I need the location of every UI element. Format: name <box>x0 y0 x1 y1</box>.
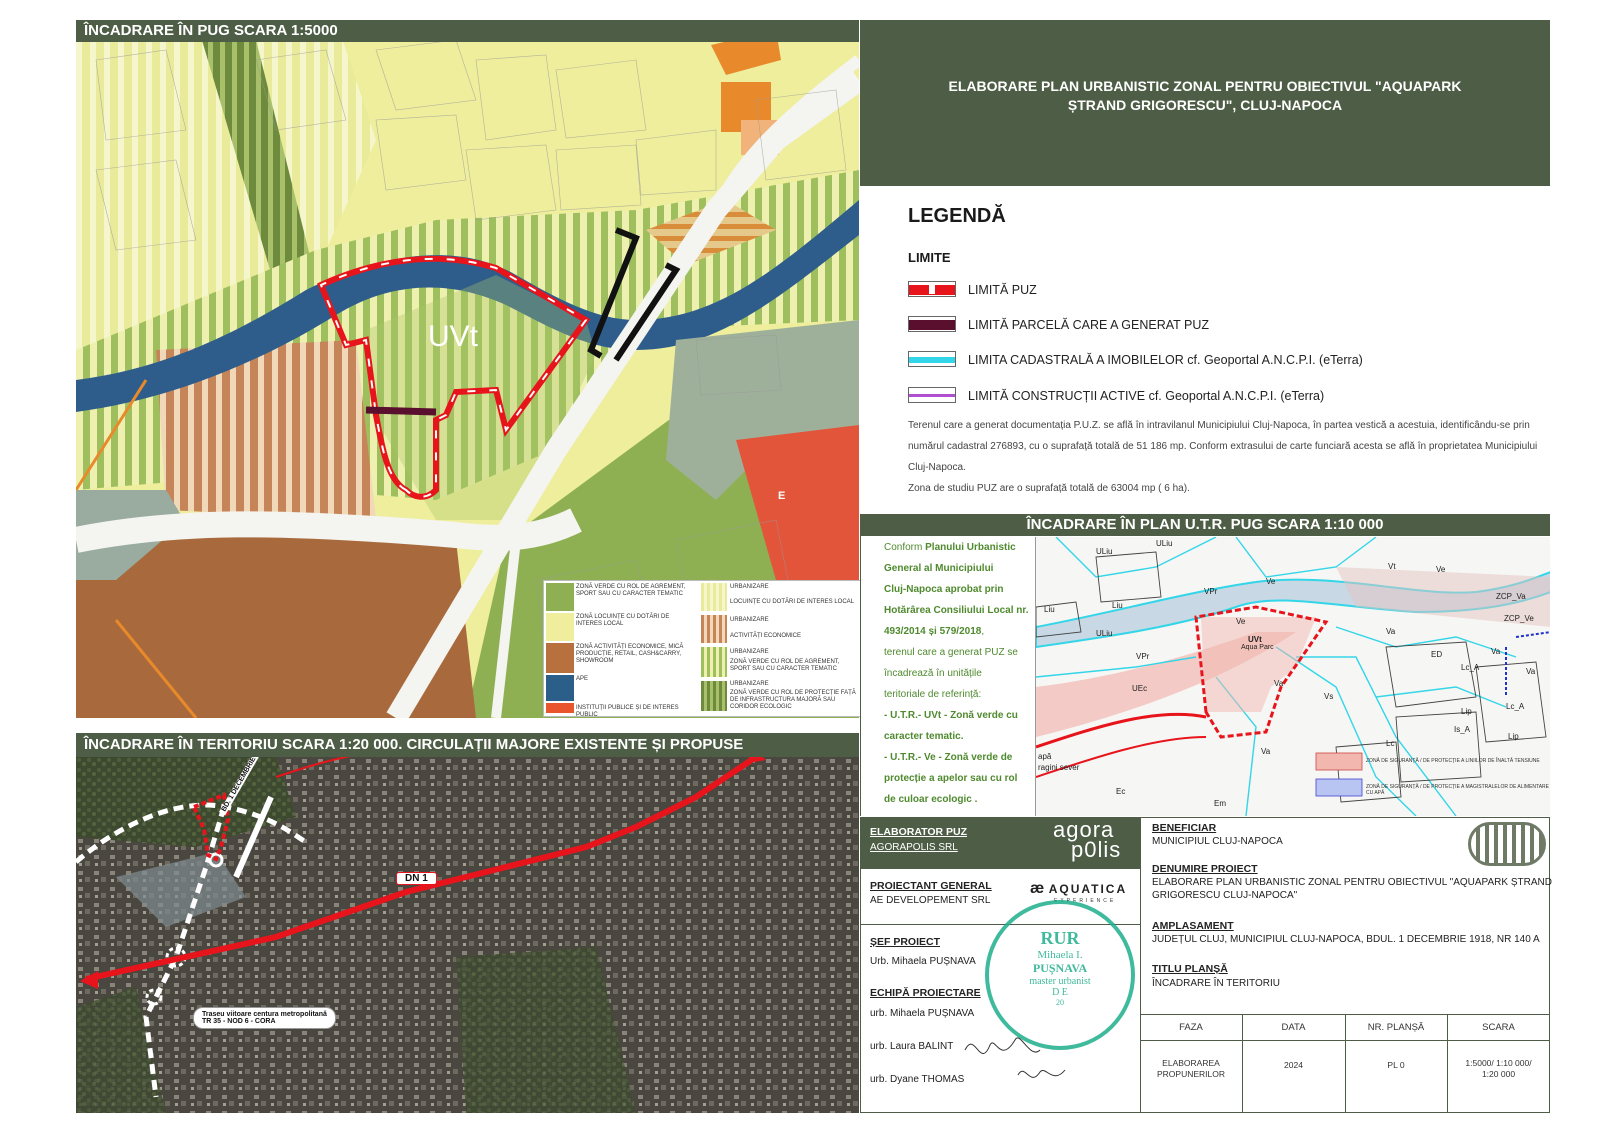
elaborator-value: AGORAPOLIS SRL <box>870 842 958 853</box>
legend-swatch-cadastral <box>908 351 956 367</box>
pug-legend-left-3: ZONĂ ACTIVITĂȚI ECONOMICE, MICĂ PRODUCȚIE, RETAIL, CASH&CARRY, SHOWROOM <box>576 644 684 664</box>
e-zone-label: E <box>778 490 786 502</box>
utr-text-13: de culoar ecologic . <box>884 794 978 805</box>
utr-legend-1: ZONĂ DE SIGURANȚĂ / DE PROTECȚIE A LINIILOR DE ÎNALTĂ TENSIUNE <box>1366 758 1540 764</box>
utr-label-lip-1: Lip <box>1461 707 1472 716</box>
utr-text-4: Hotărârea Consiliului Local nr. <box>884 605 1029 616</box>
stamp-top: RUR <box>1040 928 1080 948</box>
utr-label-zcp-ve: ZCP_Ve <box>1504 614 1534 623</box>
pug-legend-swatch-2 <box>546 613 574 641</box>
utr-text-1a: Conform <box>884 542 926 553</box>
echipa-member-3: urb. Dyane THOMAS <box>870 1074 965 1085</box>
utr-map[interactable] <box>1035 537 1550 816</box>
pug-legend-left-1: ZONĂ VERDE CU ROL DE AGREMENT, SPORT SAU CU CARACTER TEMATIC <box>576 584 686 597</box>
utr-text-3: Cluj-Napoca aprobat prin <box>884 584 1004 595</box>
pug-legend-swatch-r4 <box>701 681 727 711</box>
utr-label-ed: ED <box>1431 650 1443 659</box>
utr-text-1b: Planului Urbanistic <box>925 542 1016 553</box>
pug-legend-swatch-r2 <box>701 615 727 643</box>
title-line-2: ȘTRAND GRIGORESCU", CLUJ-NAPOCA <box>1067 97 1343 113</box>
territory-map[interactable] <box>76 757 859 1113</box>
titlu-value: ÎNCADRARE ÎN TERITORIU <box>1152 978 1280 989</box>
utr-text-10: caracter tematic. <box>884 731 964 742</box>
legend-swatch-puz <box>908 281 956 297</box>
table-header-scara: SCARA <box>1482 1022 1515 1033</box>
utr-water-2: ragini sever <box>1038 763 1080 772</box>
pug-legend-swatch-5 <box>546 703 574 713</box>
echipa-label: ECHIPĂ PROIECTARE <box>870 987 981 999</box>
territory-map-drawing <box>76 757 859 1113</box>
signature-2 <box>1015 1060 1075 1090</box>
pug-legend-right-label-1: URBANIZARE <box>730 584 769 590</box>
utr-water-1: apă <box>1038 752 1052 761</box>
utr-label-uliu-1: ULiu <box>1096 547 1113 556</box>
legend-item-construction: LIMITĂ CONSTRUCȚII ACTIVE cf. Geoportal A.N.C.P.I. (eTerra) <box>968 389 1325 403</box>
aquatica-icon: æ <box>1030 880 1045 897</box>
sef-label: ȘEF PROIECT <box>870 936 941 948</box>
denumire-label: DENUMIRE PROIECT <box>1152 863 1258 875</box>
legend-note-3: Cluj-Napoca. <box>908 462 966 473</box>
legend-item-puz: LIMITĂ PUZ <box>968 283 1037 297</box>
utr-label-aquaparc: Aqua Parc <box>1241 644 1274 651</box>
proiectant-value: AE DEVELOPEMENT SRL <box>870 895 991 906</box>
stamp-line-2: PUȘNAVA <box>1032 961 1088 975</box>
table-header-faza: FAZA <box>1179 1022 1203 1033</box>
utr-text-5b: , <box>981 626 985 637</box>
table-faza-2: PROPUNERILOR <box>1156 1069 1225 1079</box>
utr-label-va-3: Va <box>1491 647 1501 656</box>
utr-text-5: 493/2014 și 579/2018 <box>884 626 982 637</box>
pug-legend-right-3: ZONĂ VERDE CU ROL DE AGREMENT, SPORT SAU CU CARACTER TEMATIC <box>730 659 840 672</box>
utr-label-lip-2: Lip <box>1508 732 1519 741</box>
aquatica-logo <box>1030 880 1127 904</box>
pug-legend-swatch-r3 <box>701 647 727 677</box>
legend-swatch-parcel <box>908 316 956 332</box>
pug-legend-swatch-4 <box>546 675 574 701</box>
pug-legend-left-2: ZONĂ LOCUINȚE CU DOTĂRI DE INTERES LOCAL <box>576 614 670 627</box>
ring-road-label-2: TR 35 - NOD 6 - CORA <box>202 1018 276 1025</box>
utr-text-7: încadrează în unitățile <box>884 668 982 679</box>
utr-label-va-5: Va <box>1526 667 1536 676</box>
utr-label-va-2: Va <box>1386 627 1396 636</box>
ring-road-label <box>193 1007 336 1029</box>
pug-legend-swatch-r1 <box>701 583 727 611</box>
pug-legend-left-5: INSTITUȚII PUBLICE ȘI DE INTERES PUBLIC <box>576 705 679 718</box>
sef-value: Urb. Mihaela PUȘNAVA <box>870 956 976 967</box>
title-line-1: ELABORARE PLAN URBANISTIC ZONAL PENTRU OBIECTIVUL "AQUAPARK <box>948 78 1462 94</box>
utr-label-uvt: UVt <box>1248 635 1262 644</box>
amplasament-value: JUDEȚUL CLUJ, MUNICIPIUL CLUJ-NAPOCA, BDUL. 1 DECEMBRIE 1918, NR 140 A <box>1152 934 1540 945</box>
utr-label-vpr-2: VPr <box>1136 652 1150 661</box>
utr-label-lca-2: Lc_A <box>1506 702 1525 711</box>
utr-header: ÎNCADRARE ÎN PLAN U.T.R. PUG SCARA 1:10 000 <box>860 514 1550 536</box>
table-scara-1: 1:5000/ 1:10 000/ <box>1465 1058 1532 1068</box>
utr-text-9: - U.T.R.- UVt - Zonă verde cu <box>884 710 1018 721</box>
utr-legend-2: ZONĂ DE SIGURANȚĂ / DE PROTECȚIE A MAGISTRALELOR DE ALIMENTARE CU APĂ <box>1366 784 1549 796</box>
legend-subheading: LIMITE <box>908 250 951 265</box>
utr-label-va-1: Va <box>1274 679 1284 688</box>
pug-legend-swatch-1 <box>546 583 574 611</box>
legend-item-cadastral: LIMITA CADASTRALĂ A IMOBILELOR cf. Geoportal A.N.C.P.I. (eTerra) <box>968 353 1363 367</box>
ring-road-label-1: Traseu viitoare centura metropolitană <box>202 1011 327 1018</box>
utr-label-zcp-va: ZCP_Va <box>1496 592 1526 601</box>
dn1-label: DN 1 <box>396 872 437 885</box>
utr-label-uliu-2: ULiu <box>1156 539 1173 548</box>
pug-legend-right-label-2: URBANIZARE <box>730 617 769 623</box>
utr-label-uec: UEc <box>1132 684 1148 693</box>
utr-text-8: teritoriale de referință: <box>884 689 982 700</box>
beneficiar-label: BENEFICIAR <box>1152 822 1217 834</box>
aquatica-sub: EXPERIENCE <box>1054 898 1117 904</box>
agorapolis-logo <box>1053 817 1122 862</box>
utr-label-vs: Vs <box>1324 692 1334 701</box>
uvt-label: UVt <box>428 320 479 353</box>
utr-label-va-4: Va <box>1261 747 1271 756</box>
denumire-value-2: GRIGORESCU CLUJ-NAPOCA" <box>1152 890 1298 901</box>
legend-swatch-construction <box>908 387 956 403</box>
utr-label-ec: Ec <box>1116 787 1126 796</box>
aquatica-name: AQUATICA <box>1048 882 1128 896</box>
proiectant-label: PROIECTANT GENERAL <box>870 880 992 892</box>
utr-text-block <box>884 537 1034 810</box>
utr-label-liu-1: Liu <box>1044 605 1055 614</box>
table-data-value: 2024 <box>1284 1060 1303 1070</box>
utr-label-liu-2: Liu <box>1112 601 1123 610</box>
utr-label-vt: Vt <box>1388 562 1396 571</box>
echipa-member-2: urb. Laura BALINT <box>870 1041 954 1052</box>
legend-note-2: numărul cadastral 276893, cu o suprafață totală de 51 186 mp. Conform extrasului de carte funciară acesta se află în proprietatea Municipiului <box>908 441 1538 452</box>
pug-legend-left-4: APE <box>576 676 589 682</box>
elaborator-label: ELABORATOR PUZ <box>870 826 968 838</box>
pug-legend-right-2: ACTIVITĂȚI ECONOMICE <box>730 633 802 639</box>
table-faza-1: ELABORAREA <box>1162 1058 1220 1068</box>
legend-note-4: Zona de studiu PUZ are o suprafață totală de 63004 mp ( 6 ha). <box>908 483 1190 494</box>
pug-legend-right-1: LOCUINȚE CU DOTĂRI DE INTERES LOCAL <box>730 599 855 605</box>
pug-legend-right-4: ZONĂ VERDE CU ROL DE PROTECȚIE FAȚĂ DE INFRASTRUCTURA MAJORĂ SAU CORIDOR ECOLOGIC <box>730 690 856 710</box>
table-scara-2: 1:20 000 <box>1481 1069 1516 1079</box>
beneficiar-value: MUNICIPIUL CLUJ-NAPOCA <box>1152 836 1283 847</box>
utr-text-6: terenul care a generat PUZ se <box>884 647 1018 658</box>
echipa-member-1: urb. Mihaela PUȘNAVA <box>870 1008 975 1019</box>
agora-logo-line1: agora <box>1053 817 1115 842</box>
denumire-value-1: ELABORARE PLAN URBANISTIC ZONAL PENTRU OBIECTIVUL "AQUAPARK ȘTRAND <box>1152 877 1552 888</box>
table-header-nr: NR. PLANȘĂ <box>1367 1022 1425 1033</box>
pug-legend-swatch-3 <box>546 643 574 673</box>
pug-legend-right-label-3: URBANIZARE <box>730 649 769 655</box>
pug-legend-right-label-4: URBANIZARE <box>730 681 769 687</box>
utr-text-11: - U.T.R.- Ve - Zonă verde de <box>884 752 1013 763</box>
utr-label-ve-2: Ve <box>1236 617 1246 626</box>
pug-header: ÎNCADRARE ÎN PUG SCARA 1:5000 <box>76 20 859 42</box>
table-nr-value: PL 0 <box>1387 1060 1405 1070</box>
territory-header: ÎNCADRARE ÎN TERITORIU SCARA 1:20 000. CIRCULAȚII MAJORE EXISTENTE ȘI PROPUSE <box>76 733 859 757</box>
stamp-line-4: D E <box>1052 987 1068 998</box>
titlu-label: TITLU PLANȘĂ <box>1152 963 1228 975</box>
utr-text-2: General al Municipiului <box>884 563 994 574</box>
legend-note-1: Terenul care a generat documentația P.U.Z. se află în intravilanul Municipiului Cluj-Napoca, în partea vestică a acestuia, identificându-se prin <box>908 420 1530 431</box>
legend-heading: LEGENDĂ <box>908 205 1006 227</box>
utr-label-em: Em <box>1214 799 1226 808</box>
utr-label-lca-1: Lc_A <box>1461 663 1480 672</box>
stamp-line-5: 20 <box>1056 998 1064 1007</box>
utr-label-lc: Lc <box>1386 739 1395 748</box>
utr-map-drawing <box>1036 537 1550 816</box>
table-header-data: DATA <box>1281 1022 1306 1033</box>
legend-item-parcel: LIMITĂ PARCELĂ CARE A GENERAT PUZ <box>968 318 1210 332</box>
stamp-line-1: Mihaela I. <box>1037 949 1083 961</box>
pug-legend <box>543 580 861 717</box>
amplasament-label: AMPLASAMENT <box>1152 920 1234 932</box>
utr-label-ve-1: Ve <box>1266 577 1276 586</box>
agora-logo-line2: p0lis <box>1071 837 1122 862</box>
utr-text-12: protecție a apelor sau cu rol <box>884 773 1018 784</box>
utr-label-ve-3: Ve <box>1436 565 1446 574</box>
utr-label-vpr-1: VPr <box>1204 587 1218 596</box>
utr-label-uliu-3: ULiu <box>1096 629 1113 638</box>
stamp-line-3: master urbanist <box>1029 976 1091 987</box>
utr-label-isa: Is_A <box>1454 725 1471 734</box>
beneficiar-logo <box>1468 822 1546 866</box>
